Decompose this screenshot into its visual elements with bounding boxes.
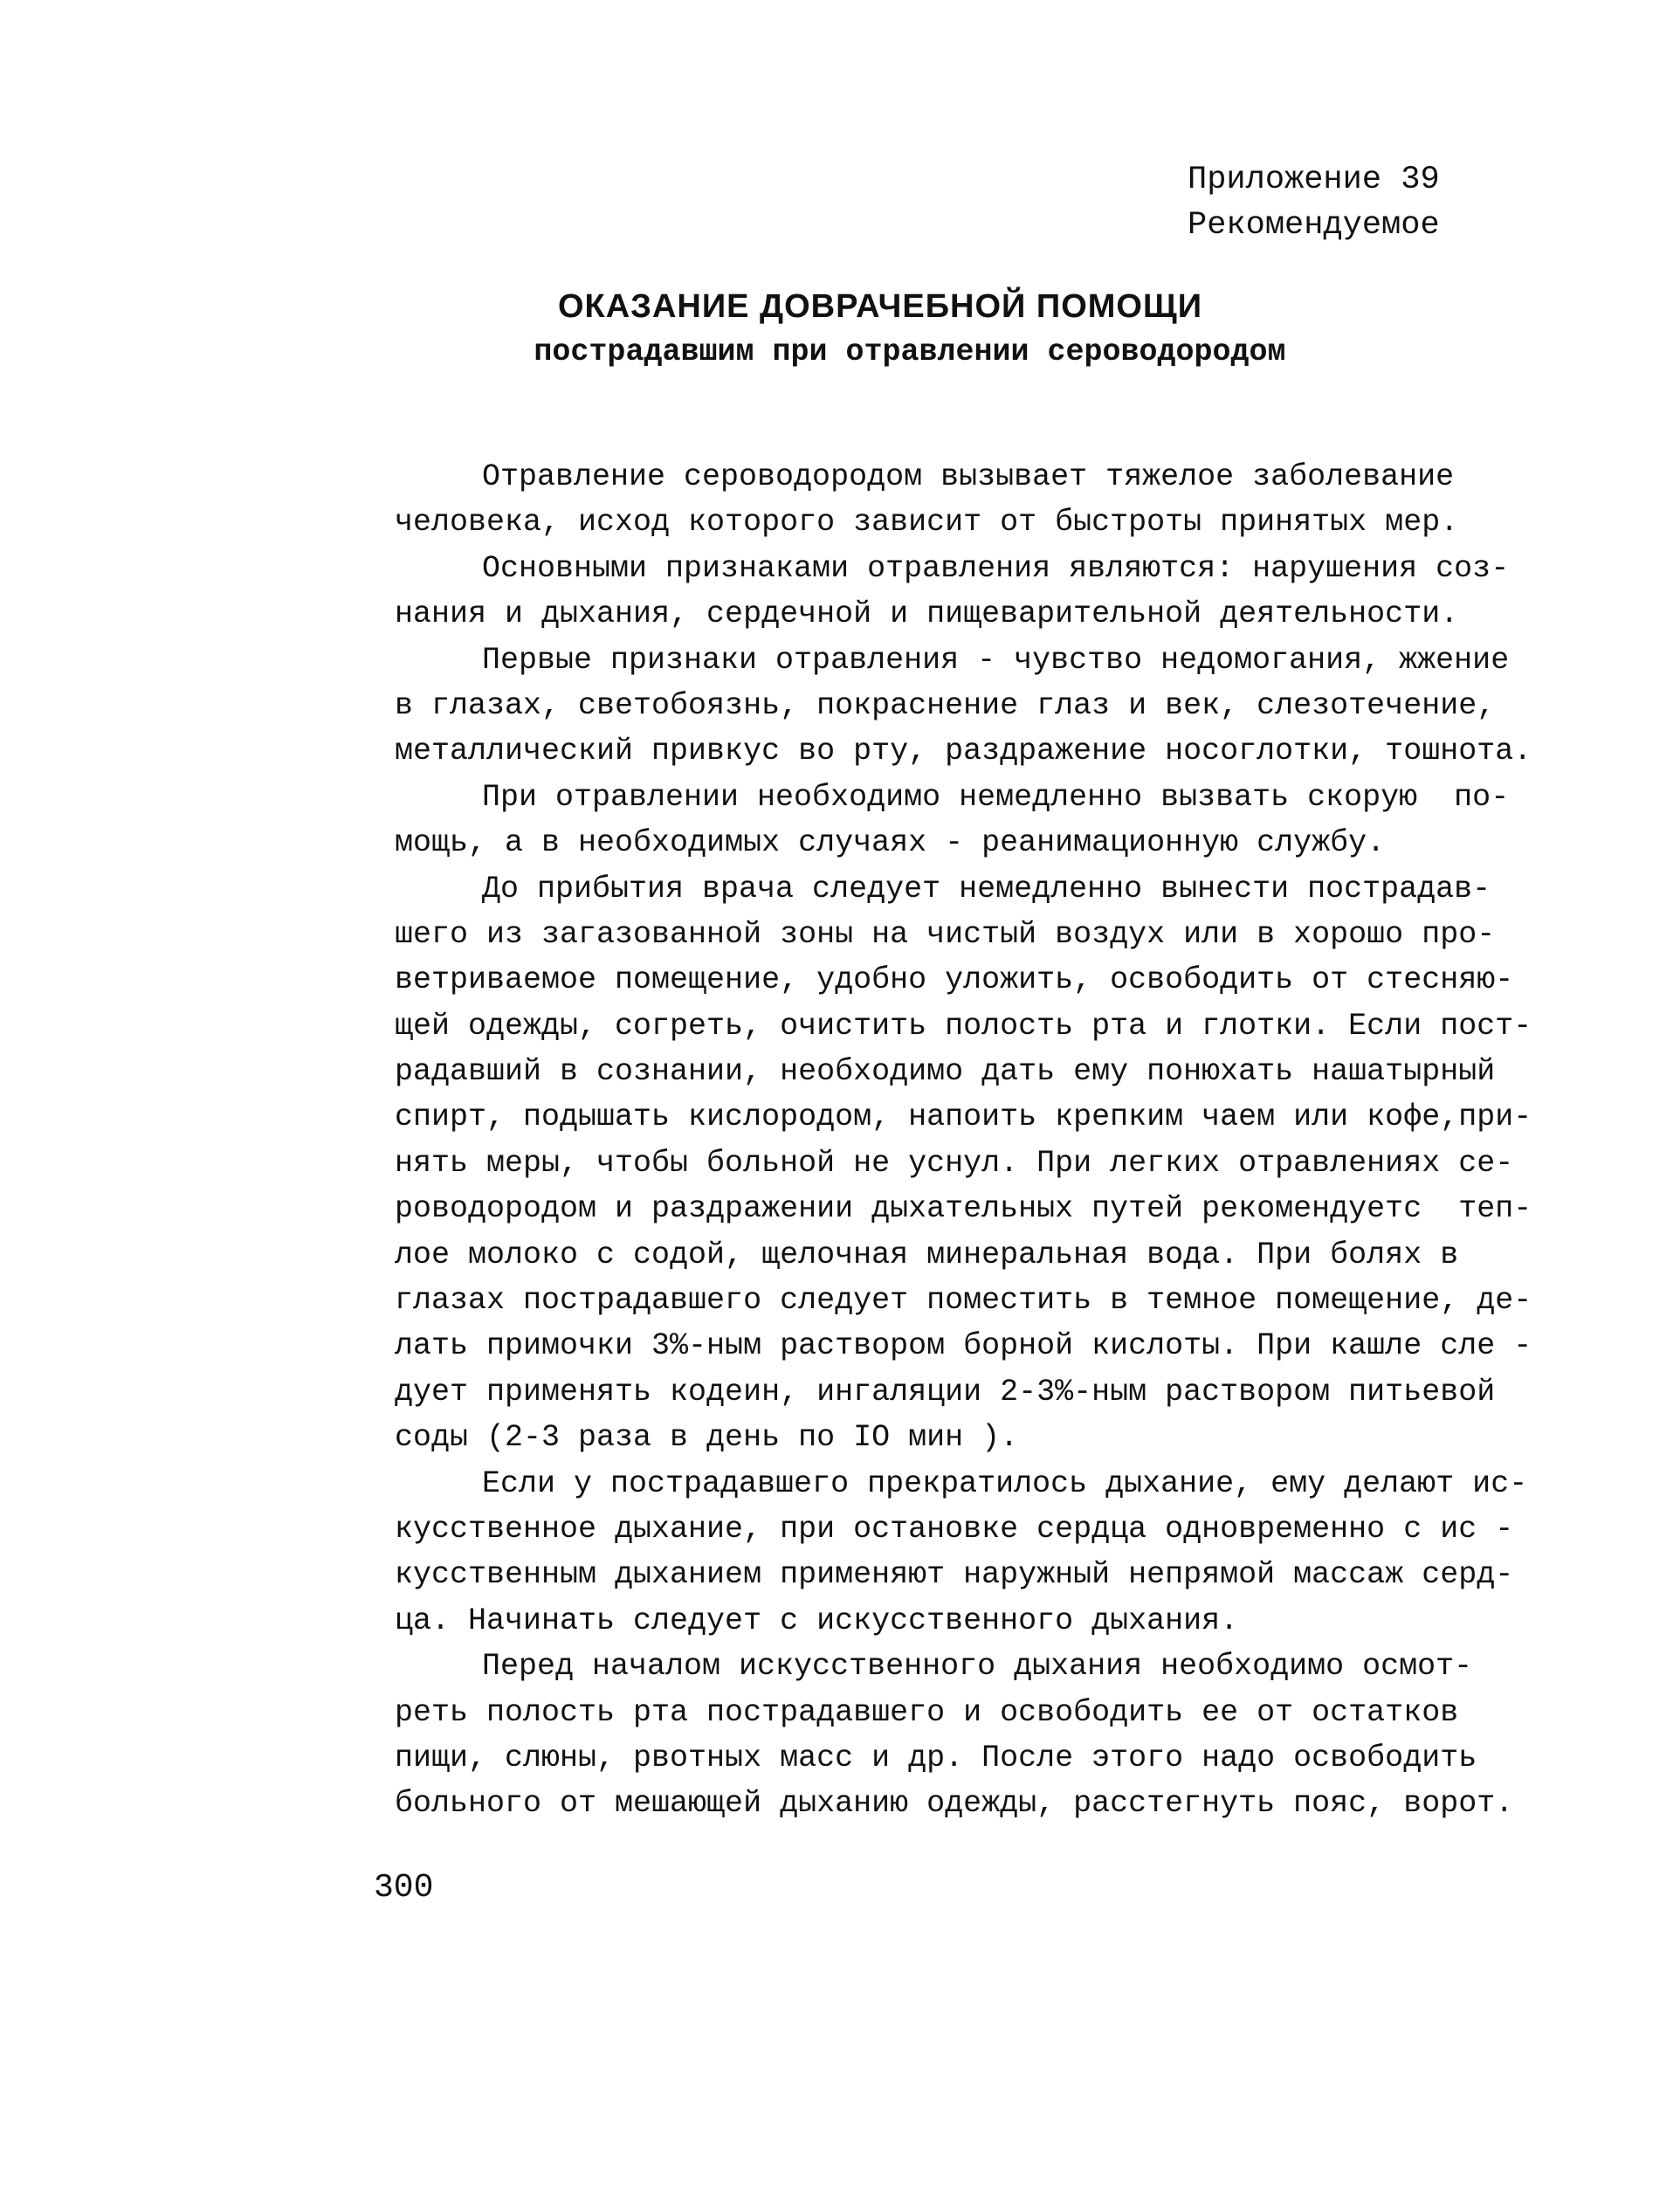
document-subtitle: пострадавшим при отравлении сероводородом (534, 334, 1286, 369)
body-line: в глазах, светобоязнь, покраснение глаз и век, слезотечение, (395, 687, 1496, 723)
body-line: соды (2-3 раза в день по IO мин ). (395, 1420, 1019, 1456)
body-line: Основными признаками отравления являются: нарушения соз- (482, 550, 1510, 586)
appendix-number: Приложение 39 (1188, 162, 1440, 198)
document-title-block (0, 285, 1680, 376)
body-line: нять меры, чтобы больной не уснул. При легких отравлениях се- (395, 1145, 1514, 1181)
body-line: человека, исход которого зависит от быстроты принятых мер. (395, 505, 1459, 541)
body-line: металлический привкус во рту, раздражение носоглотки, тошнота. (395, 734, 1532, 769)
body-line: спирт, подышать кислородом, напоить крепким чаем или кофе,при- (395, 1100, 1532, 1135)
body-line: Отравление сероводородом вызывает тяжелое заболевание (482, 459, 1455, 494)
body-line: шего из загазованной зоны на чистый воздух или в хорошо про- (395, 916, 1496, 952)
body-line: кусственное дыхание, при остановке сердца одновременно с ис - (395, 1511, 1514, 1547)
body-line: дует применять кодеин, ингаляции 2-3%-ным раствором питьевой (395, 1374, 1496, 1410)
body-line: кусственным дыханием применяют наружный непрямой массаж серд- (395, 1557, 1514, 1593)
body-line: Перед началом искусственного дыхания необходимо осмот- (482, 1649, 1473, 1685)
body-text (395, 454, 1530, 1827)
body-line: При отравлении необходимо немедленно вызвать скорую по- (482, 779, 1510, 815)
body-line: больного от мешающей дыханию одежды, расстегнуть пояс, ворот. (395, 1786, 1514, 1822)
body-line: щей одежды, согреть, очистить полость рта и глотки. Если пост- (395, 1008, 1532, 1044)
body-line: Если у пострадавшего прекратилось дыхание, ему делают ис- (482, 1465, 1528, 1501)
body-line: ца. Начинать следует с искусственного дыхания. (395, 1603, 1239, 1638)
body-line: глазах пострадавшего следует поместить в темное помещение, де- (395, 1283, 1532, 1319)
body-line: ветриваемое помещение, удобно уложить, освободить от стесняю- (395, 962, 1514, 998)
appendix-header (1188, 157, 1537, 248)
body-line: пищи, слюны, рвотных масс и др. После этого надо освободить (395, 1740, 1477, 1775)
body-line: Первые признаки отравления - чувство недомогания, жжение (482, 642, 1510, 678)
body-line: реть полость рта пострадавшего и освободить ее от остатков (395, 1694, 1459, 1730)
body-line: нания и дыхания, сердечной и пищеварительной деятельности. (395, 596, 1459, 632)
appendix-status: Рекомендуемое (1188, 207, 1440, 244)
body-line: роводородом и раздражении дыхательных путей рекомендуетс теп- (395, 1191, 1532, 1227)
body-line: мощь, а в необходимых случаях - реанимационную службу. (395, 825, 1386, 861)
document-title: ОКАЗАНИЕ ДОВРАЧЕБНОЙ ПОМОЩИ (557, 288, 1203, 325)
body-line: До прибытия врача следует немедленно вынести пострадав- (482, 871, 1491, 906)
body-line: лать примочки 3%-ным раствором борной кислоты. При кашле сле - (395, 1328, 1532, 1364)
body-line: радавший в сознании, необходимо дать ему понюхать нашатырный (395, 1054, 1496, 1090)
body-line: лое молоко с содой, щелочная минеральная вода. При болях в (395, 1237, 1459, 1272)
page-number: 300 (374, 1869, 434, 1906)
